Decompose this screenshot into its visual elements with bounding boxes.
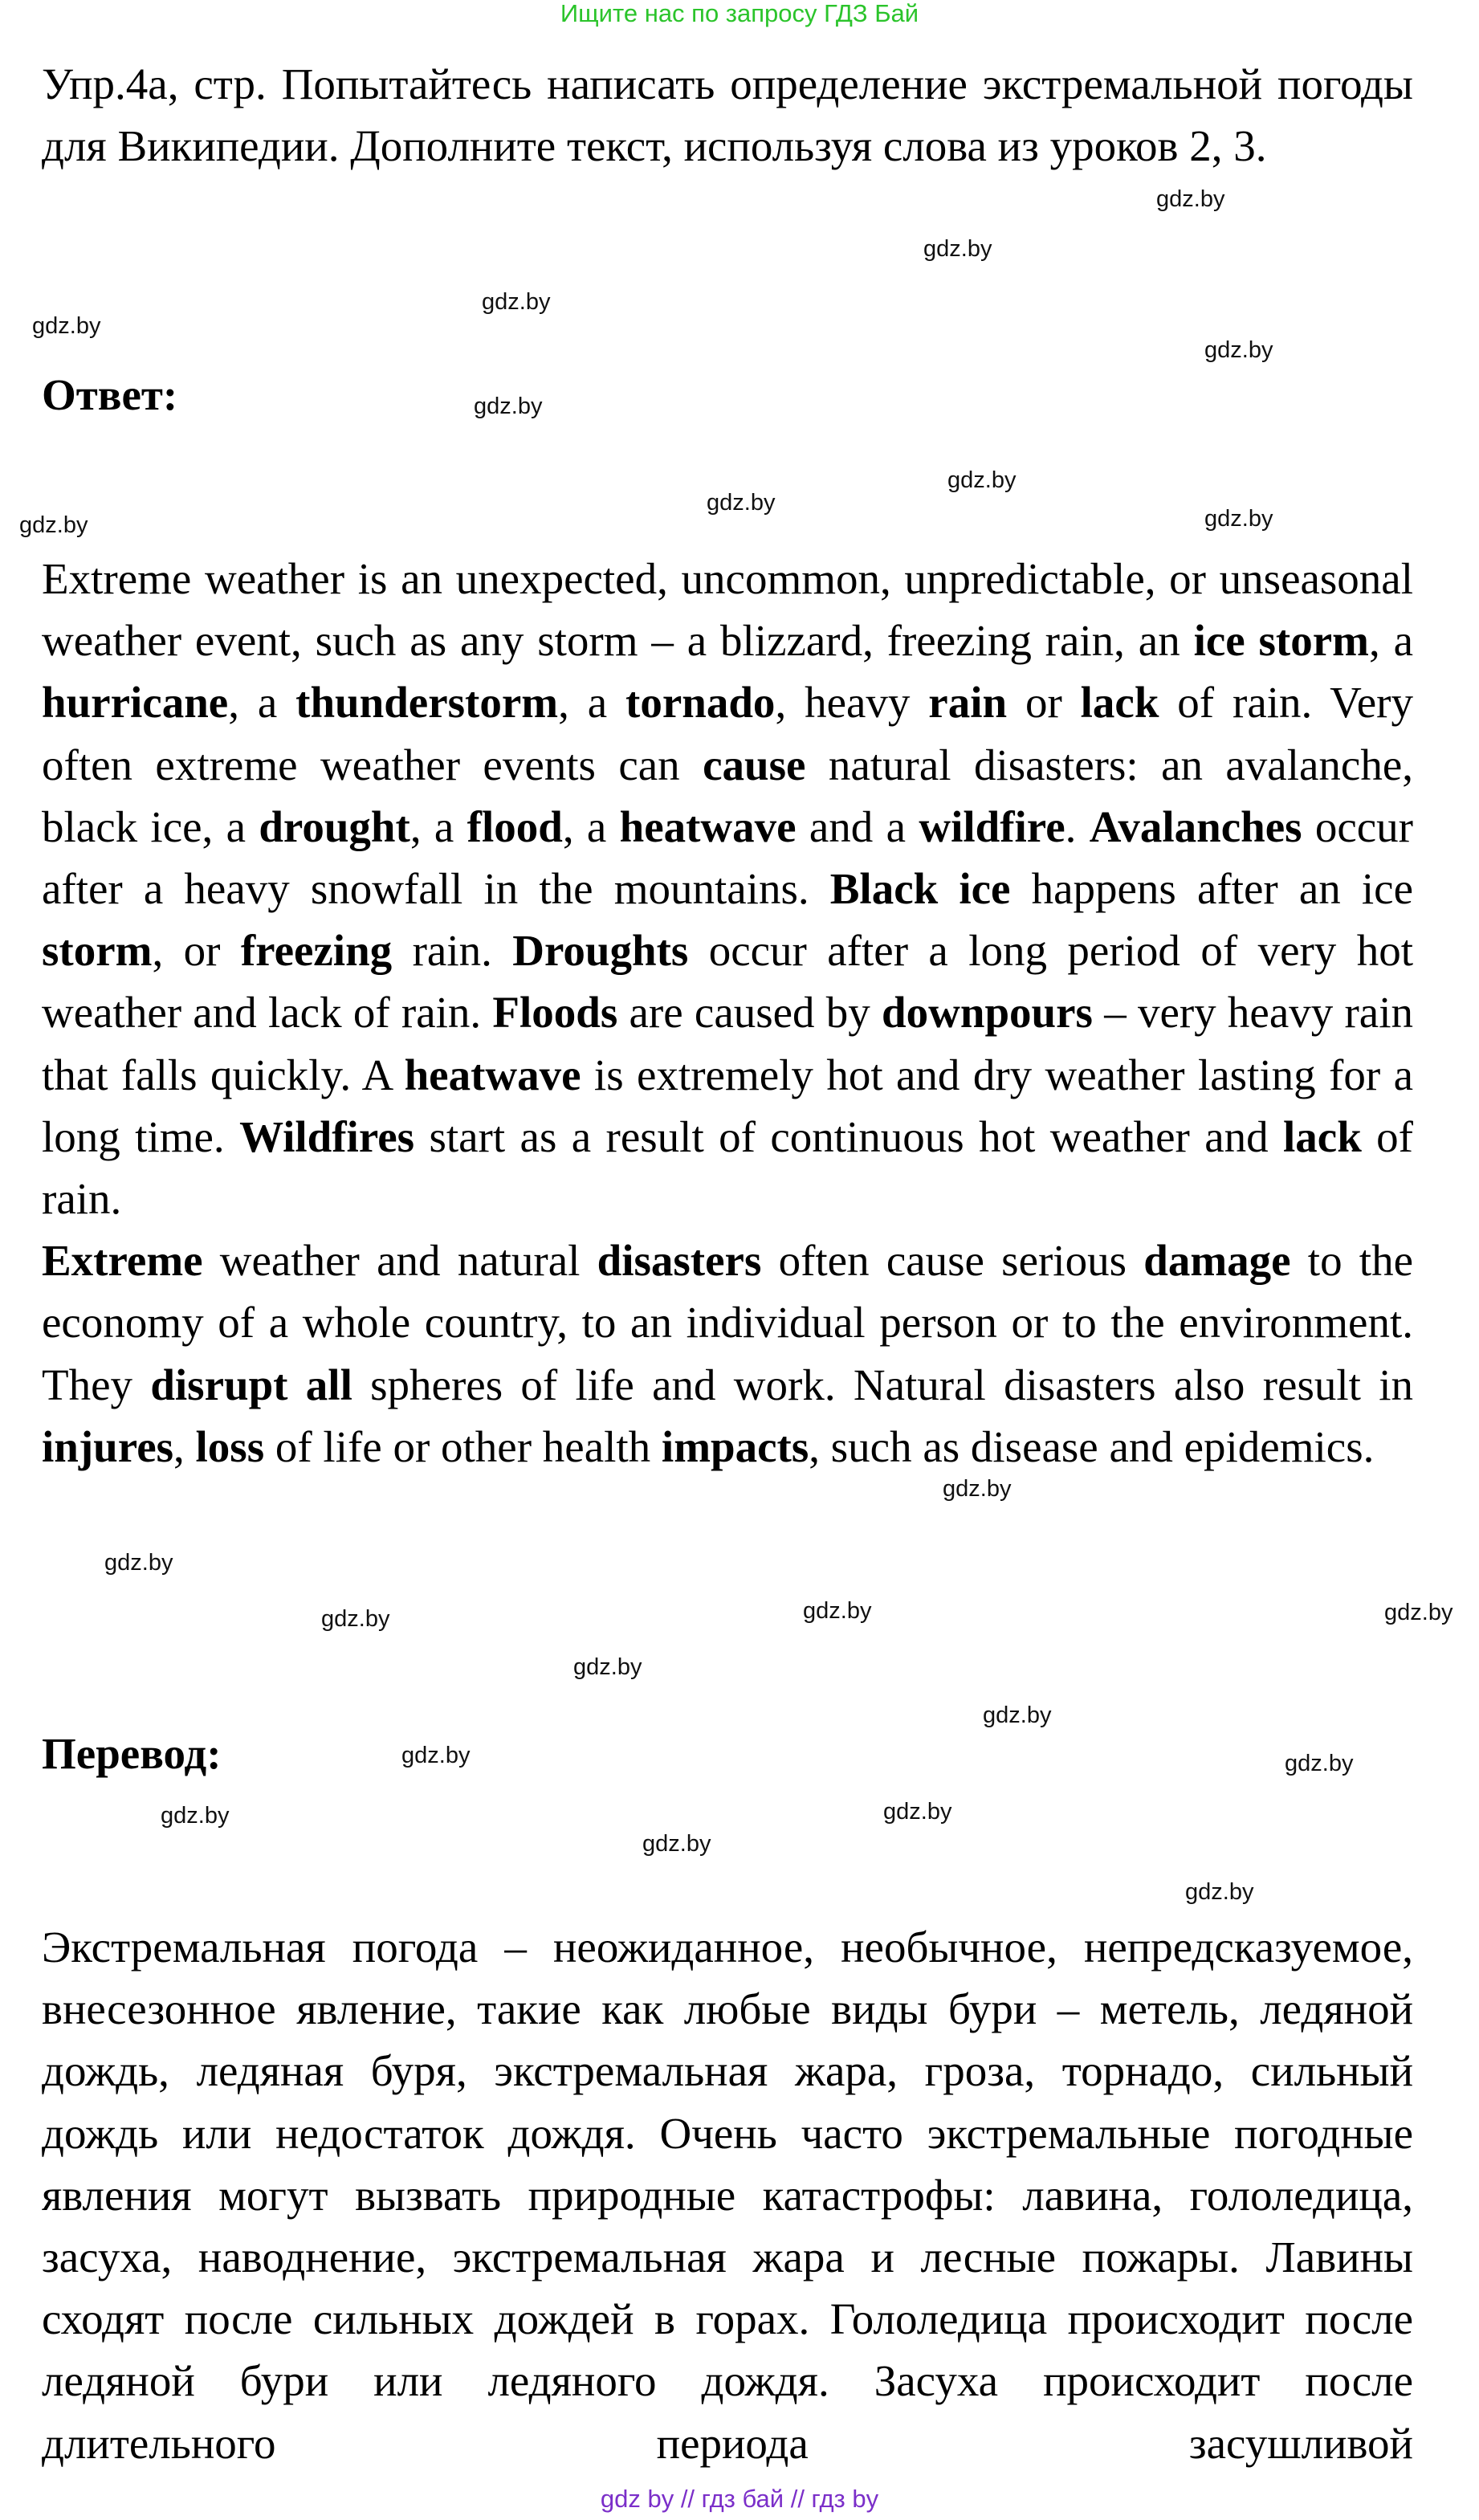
vocabulary-word: downpours bbox=[882, 988, 1093, 1038]
vocabulary-word: ice storm bbox=[1193, 616, 1369, 666]
watermark: gdz.by bbox=[104, 1550, 173, 1576]
watermark: gdz.by bbox=[923, 236, 992, 262]
watermark: gdz.by bbox=[1204, 337, 1273, 363]
text-segment: spheres of life and work. Natural disasters also result in bbox=[352, 1360, 1413, 1409]
text-segment: weather and natural bbox=[202, 1236, 597, 1286]
text-segment: , such as disease and epidemics. bbox=[809, 1421, 1375, 1471]
text-segment: , a bbox=[228, 678, 296, 728]
watermark: gdz.by bbox=[161, 1803, 230, 1829]
vocabulary-word: Floods bbox=[492, 988, 618, 1038]
vocabulary-word: drought bbox=[259, 801, 410, 851]
text-segment: – very heavy rain that falls quickly. A bbox=[42, 988, 1413, 1099]
footer-links[interactable]: gdz by // гдз бай // гдз by bbox=[600, 2485, 879, 2513]
watermark: gdz.by bbox=[947, 467, 1017, 493]
text-segment: natural disasters: an avalanche, black ice, a bbox=[42, 740, 1413, 851]
vocabulary-word: rain bbox=[928, 678, 1008, 728]
watermark: gdz.by bbox=[573, 1654, 642, 1680]
watermark: gdz.by bbox=[1204, 506, 1273, 532]
vocabulary-word: loss bbox=[195, 1421, 265, 1471]
text-segment: rain. bbox=[392, 926, 513, 976]
watermark: gdz.by bbox=[707, 490, 776, 516]
watermark: gdz.by bbox=[321, 1606, 390, 1632]
text-segment: often cause serious bbox=[761, 1236, 1144, 1286]
text-segment: to the economy of a whole country, to an individual person or to the environment. They bbox=[42, 1236, 1413, 1409]
text-segment: happens after an ice bbox=[1010, 864, 1414, 914]
watermark: gdz.by bbox=[474, 393, 543, 419]
text-segment: , or bbox=[152, 926, 241, 976]
watermark: gdz.by bbox=[943, 1476, 1012, 1502]
watermark: gdz.by bbox=[983, 1702, 1052, 1728]
answer-paragraph bbox=[42, 548, 1413, 1229]
answer-paragraph bbox=[42, 1229, 1413, 1478]
text-segment: occur after a long period of very hot weather and lack of rain. bbox=[42, 926, 1413, 1038]
translation-heading: Перевод: bbox=[42, 1729, 222, 1778]
text-segment: . bbox=[1065, 801, 1090, 851]
watermark: gdz.by bbox=[803, 1598, 872, 1624]
translation-text: Экстремальная погода – неожиданное, необычное, непредсказуемое, внесезонное явление, такие как любые виды бури – метель, ледяной дождь, ледяная буря, экстремальная жара, гроза, торнадо, сильный дождь или недостаток дождя. Очень часто экстремальные погодные явления могут вызвать природные катастрофы: лавина, гололедица, засуха, наводнение, экстремальная жара и лесные пожары. Лавины сходят после сильных дождей в горах. Гололедица происходит после ледяной бури или ледяного дождя. Засуха происходит после длительного периода засушливой bbox=[42, 1923, 1413, 2468]
vocabulary-word: cause bbox=[703, 740, 806, 789]
watermark: gdz.by bbox=[32, 313, 101, 339]
watermark: gdz.by bbox=[482, 289, 551, 315]
text-segment: , a bbox=[558, 678, 626, 728]
watermark: gdz.by bbox=[1384, 1600, 1453, 1625]
watermark: gdz.by bbox=[1185, 1879, 1254, 1905]
vocabulary-word: Droughts bbox=[512, 926, 689, 976]
vocabulary-word: Black ice bbox=[829, 864, 1011, 914]
text-segment: , a bbox=[562, 801, 620, 851]
vocabulary-word: heatwave bbox=[619, 801, 797, 851]
text-segment: , heavy bbox=[775, 678, 929, 728]
vocabulary-word: freezing bbox=[240, 926, 393, 976]
vocabulary-word: heatwave bbox=[404, 1050, 581, 1099]
text-segment: of rain. bbox=[42, 1111, 1413, 1224]
vocabulary-word: injures bbox=[42, 1421, 174, 1471]
watermark: gdz.by bbox=[642, 1831, 711, 1857]
text-segment: are caused by bbox=[617, 988, 882, 1038]
vocabulary-word: damage bbox=[1143, 1236, 1291, 1286]
text-segment: , a bbox=[409, 801, 467, 851]
text-segment: occur after a heavy snowfall in the mountains. bbox=[42, 801, 1414, 914]
vocabulary-word: disrupt all bbox=[150, 1360, 352, 1409]
vocabulary-word: impacts bbox=[661, 1421, 809, 1471]
vocabulary-word: storm bbox=[42, 926, 153, 976]
vocabulary-word: thunderstorm bbox=[295, 678, 559, 728]
search-banner[interactable]: Ищите нас по запросу ГДЗ Бай bbox=[560, 0, 919, 27]
watermark: gdz.by bbox=[1285, 1751, 1354, 1776]
text-segment: and a bbox=[796, 801, 919, 851]
watermark: gdz.by bbox=[1156, 186, 1225, 212]
text-segment: , a bbox=[1368, 616, 1413, 666]
answer-text bbox=[42, 548, 1413, 1478]
vocabulary-word: Avalanches bbox=[1089, 801, 1302, 851]
vocabulary-word: flood bbox=[467, 801, 563, 851]
vocabulary-word: Extreme bbox=[42, 1236, 203, 1286]
vocabulary-word: Wildfires bbox=[239, 1111, 415, 1161]
task-text: Упр.4а, стр. Попытайтесь написать определение экстремальной погоды для Википедии. Дополните текст, используя слова из уроков 2, 3. bbox=[42, 59, 1413, 171]
vocabulary-word: hurricane bbox=[42, 678, 229, 728]
text-segment: start as a result of continuous hot weather and bbox=[414, 1111, 1283, 1161]
answer-heading: Ответ: bbox=[42, 370, 178, 419]
text-segment: of rain. Very often extreme weather events can bbox=[42, 678, 1413, 789]
watermark: gdz.by bbox=[883, 1799, 952, 1825]
watermark: gdz.by bbox=[19, 512, 88, 538]
text-segment: Extreme weather is an unexpected, uncommon, unpredictable, or unseasonal weather event, such as any storm – a blizzard, freezing rain, an bbox=[42, 554, 1413, 666]
vocabulary-word: tornado bbox=[625, 678, 776, 728]
vocabulary-word: lack bbox=[1080, 678, 1159, 728]
vocabulary-word: wildfire bbox=[919, 801, 1065, 851]
vocabulary-word: lack bbox=[1283, 1111, 1362, 1161]
text-segment: , bbox=[173, 1421, 196, 1471]
text-segment: of life or other health bbox=[264, 1421, 662, 1471]
text-segment: is extremely hot and dry weather lasting for a long time. bbox=[42, 1050, 1413, 1161]
watermark: gdz.by bbox=[401, 1743, 471, 1768]
text-segment: or bbox=[1007, 678, 1081, 728]
vocabulary-word: disasters bbox=[597, 1236, 762, 1286]
